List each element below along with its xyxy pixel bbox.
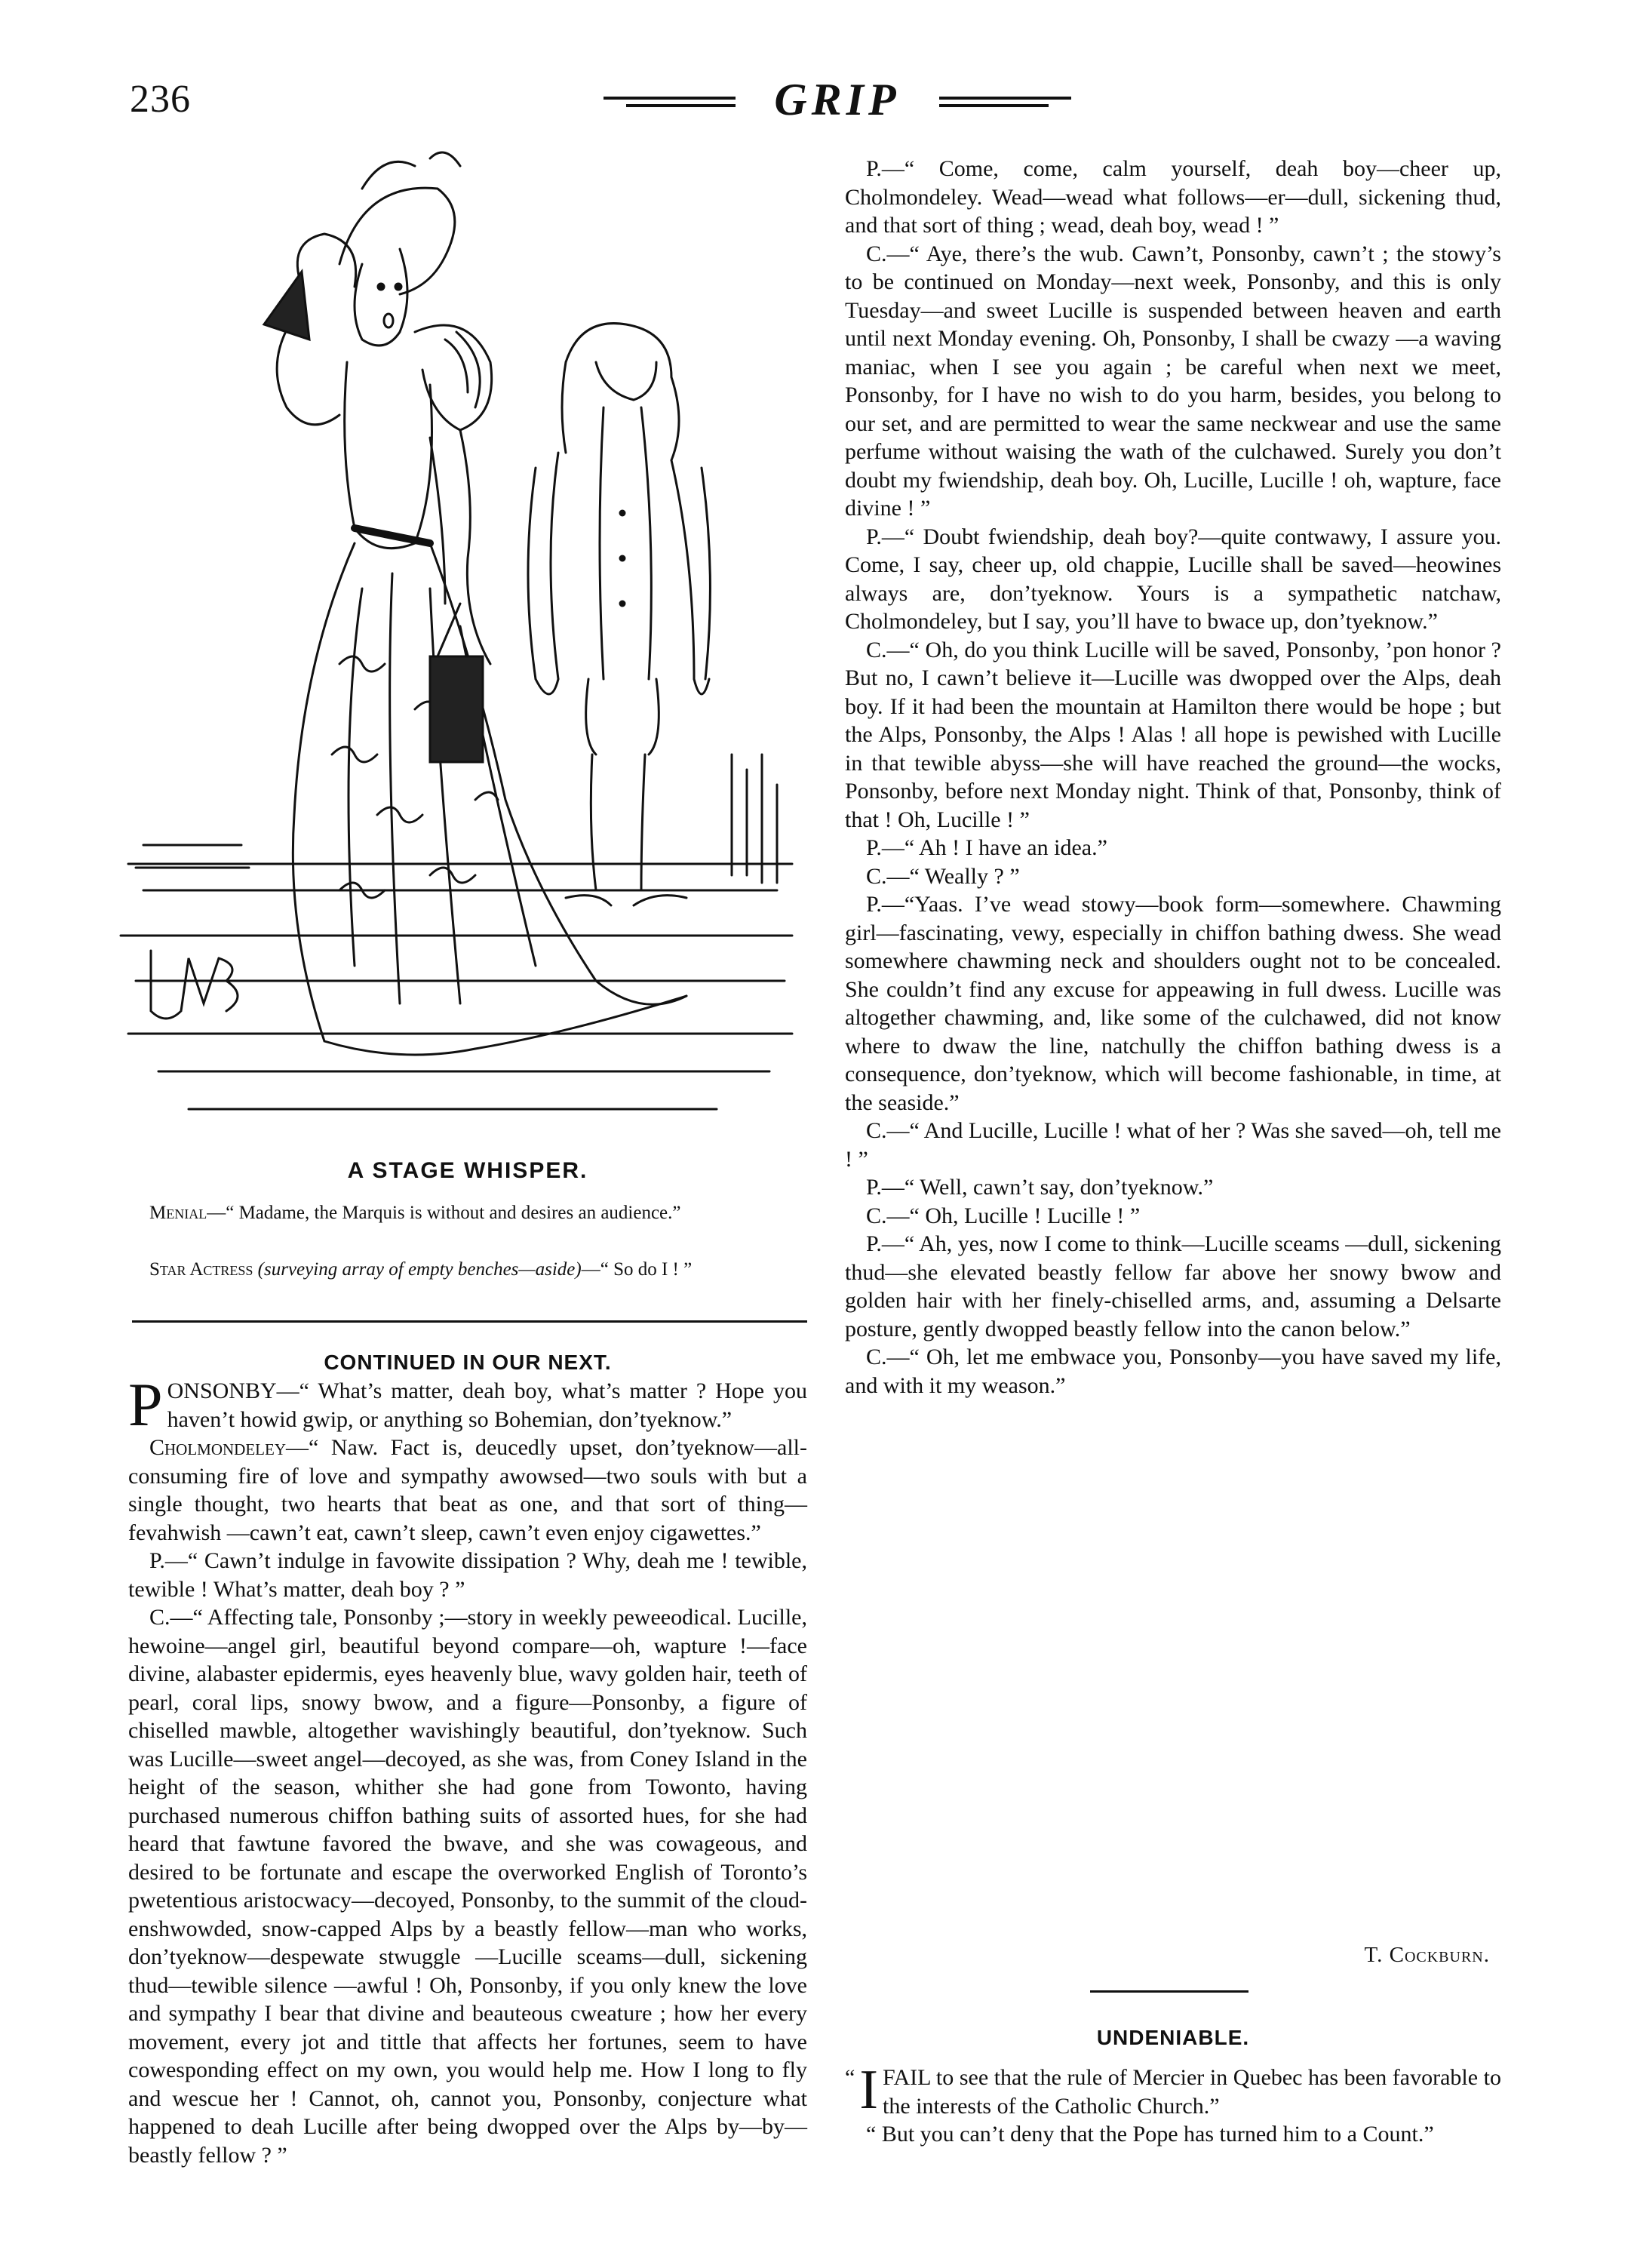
masthead [604,74,1071,127]
story-paragraph-2 [128,1434,807,1547]
section-divider [1090,1990,1248,1993]
masthead-rule-right [939,97,1071,100]
undeniable-p1-text: FAIL to see that the rule of Mercier in Quebec has been favorable to the interests of the Catholic Church.” [882,2065,1501,2119]
story-paragraph-8: C.—“ Oh, do you think Lucille will be saved, Ponsonby, ’pon honor ? But no, I cawn’t believe it—Lucille was dwopped over the Alps, deah boy. If it had been the mountain at Hamilton there would be hope ; but the Alps, Ponsonby, the Alps ! Alas ! all hope is pewished with Lucille in that tewible abyss—she will have reached the ground—the wocks, Ponsonby, before next Monday night. Think of that, Ponsonby, think of that ! Oh, Lucille ! ” [845,637,1501,832]
undeniable-dropcap: I [859,2059,878,2121]
story-p2-text: —“ Naw. Fact is, deucedly upset, don’tyeknow—all-consuming fire of love and sympathy awowsed—two souls with but a single thought, two hearts that beat as one, and that sort of thing—fevahwish —cawn’t eat, cawn’t sleep, cawn’t even enjoy cigawettes.” [128,1435,807,1545]
story-left-column [128,1370,807,2169]
caption-title: A STAGE WHISPER. [347,1158,588,1183]
story-heading: CONTINUED IN OUR NEXT. [324,1351,612,1374]
story-paragraph-11: P.—“Yaas. I’ve wead stowy—book form—somewhere. Chawming girl—fascinating, vewy, especially in chiffon bathing dwess. She wead somewhere chawming neck and shoulders ought not to be concealed. She couldn’t find any excuse for appeawing in full dwess. Lucille was altogether chawming, and, like some of the culchawed, did not know where to dwaw the line, natchully the chiffon bathing dwess is a consequence, don’tyeknow, which will become fashionable, in time, at the seaside.” [845,892,1501,1115]
masthead-title: GRIP [774,75,901,124]
story-dropcap: P [128,1370,163,1439]
story-byline: T. Cockburn. [1364,1943,1490,1967]
caption-stage-direction: (surveying array of empty benches—aside) [257,1259,582,1280]
caption-text-1: —“ Madame, the Marquis is without and desires an audience.” [207,1203,681,1223]
undeniable-column [845,2059,1501,2149]
story-paragraph-10: C.—“ Weally ? ” [866,863,1020,889]
story-paragraph-6: C.—“ Aye, there’s the wub. Cawn’t, Ponsonby, cawn’t ; the stowy’s to be continued on Monday—next week, Ponsonby, and this is only Tuesday—and sweet Lucille is suspended between heaven and earth until next Monday evening. Oh, Ponsonby, I shall be cwazy —a waving maniac, when I see you again ; be careful when next we meet, Ponsonby, for I have no wish to do you harm, besides, you belong to our set, and are permitted to wear the same neckwear and use the same perfume without waising the wath of the culchawed. Surely you don’t doubt my fwiendship, deah boy. Oh, Lucille, Lucille ! oh, wapture, face divine ! ” [845,241,1501,521]
illustration-drawing [113,136,807,1136]
story-paragraph-9: P.—“ Ah ! I have an idea.” [866,835,1107,860]
story-right-column [845,155,1501,1400]
caption-divider [132,1320,807,1323]
caption-line-2 [130,1256,809,1283]
story-p1-text: —“ What’s matter, deah boy, what’s matter ? Hope you haven’t howid gwip, or anything so Bohemian, don’tyeknow.” [167,1378,807,1432]
masthead-rule-left [604,97,736,100]
speaker-ponsonby: ONSONBY [167,1378,277,1403]
story-paragraph-13: P.—“ Well, cawn’t say, don’tyeknow.” [866,1175,1214,1200]
story-paragraph-7: P.—“ Doubt fwiendship, deah boy?—quite contwawy, I assure you. Come, I say, cheer up, old chappie, Lucille shall be saved—heowines always are, don’tyeknow. Yours is a sympathetic natchaw, Cholmondeley, but I say, you’ll have to bwace up, don’tyeknow.” [845,524,1501,634]
masthead-rule-right-2 [939,104,1049,107]
page-number: 236 [130,78,191,121]
story-paragraph-5: P.—“ Come, come, calm yourself, deah boy—cheer up, Cholmondeley. Wead—wead what follows—er—dull, sickening thud, and that sort of thing ; wead, deah boy, wead ! ” [845,156,1501,238]
caption-line-1 [130,1200,809,1227]
caption-speaker-actress: Star Actress [149,1259,253,1280]
caption-text-2: —“ So do I ! ” [581,1259,693,1280]
artist-signature [151,951,238,1019]
story-paragraph-16: C.—“ Oh, let me embwace you, Ponsonby—you have saved my life, and with it my weason.” [845,1345,1501,1398]
undeniable-paragraph-1 [845,2059,1501,2121]
undeniable-open-quote: “ [845,2065,855,2090]
undeniable-heading: UNDENIABLE. [1096,2026,1250,2049]
stage-floor-lines [121,864,792,1109]
menial-figure [528,324,710,905]
masthead-rule-left-2 [626,104,736,107]
speaker-cholmondeley: Cholmondeley [149,1435,286,1460]
stage-whisper-illustration [113,136,807,1136]
story-paragraph-3: P.—“ Cawn’t indulge in favowite dissipation ? Why, deah me ! tewible, tewible ! What’s matter, deah boy ? ” [128,1548,807,1602]
story-paragraph-4: C.—“ Affecting tale, Ponsonby ;—story in weekly peweeodical. Lucille, hewoine—angel girl, beautiful beyond compare—oh, wapture !—face divine, alabaster epidermis, eyes heavenly blue, wavy golden hair, teeth of pearl, coral lips, snowy bwow, and a figure—Ponsonby, a figure of chiselled mawble, altogether wavishingly beautiful, don’tyeknow. Such was Lucille—sweet angel—decoyed, as she was, from Coney Island in the height of the season, whither she had gone from Towonto, having purchased numerous chiffon bathing suits of assorted hues, for she had heard that fawtune favored the bwave, and she was cowageous, and desired to be fortunate and escape the overworked English of Toronto’s pwetentious aristocwacy—decoyed, Ponsonby, to the summit of the cloud-enshwowded, snow-capped Alps by a beastly fellow—man who works, don’tyeknow—despewate stwuggle —Lucille sceams—dull, sickening thud—tewible silence —awful ! Oh, Ponsonby, if you only knew the love and sympathy I bear that divine and beauteous cweature ; how her every movement, every jot and tittle that affects her fortunes, seem to have cowesponding effect on my own, you would help me. How I long to fly and wescue her ! Cannot, oh, cannot you, Ponsonby, conjecture what happened to deah Lucille after being dwopped over the Alps by—by—beastly fellow ? ” [128,1605,807,2168]
story-paragraph-12: C.—“ And Lucille, Lucille ! what of her ? Was she saved—oh, tell me ! ” [845,1118,1501,1172]
story-paragraph-15: P.—“ Ah, yes, now I come to think—Lucille sceams —dull, sickening thud—she elevated beastly fellow far above her snowy bwow and golden hair with her finely-chiselled arms, and, assuming a Delsarte posture, gently dwopped beastly fellow into the canon below.” [845,1231,1501,1341]
undeniable-paragraph-2: “ But you can’t deny that the Pope has turned him to a Count.” [866,2122,1434,2147]
story-paragraph-1 [128,1370,807,1439]
caption-speaker-menial: Menial [149,1203,207,1223]
story-paragraph-14: C.—“ Oh, Lucille ! Lucille ! ” [866,1203,1141,1228]
